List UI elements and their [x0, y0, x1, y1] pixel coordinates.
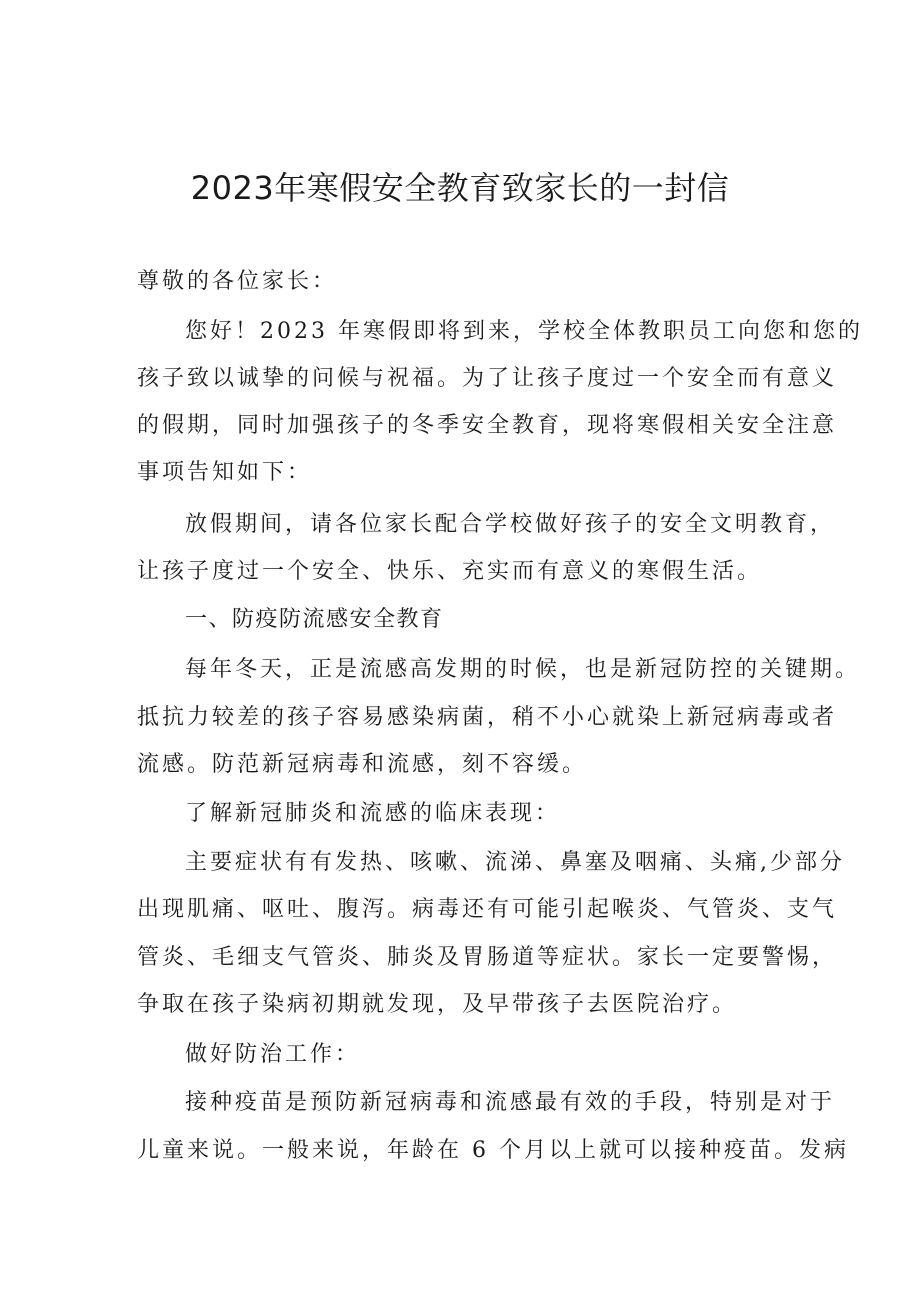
paragraph-line: 的假期，同时加强孩子的冬季安全教育，现将寒假相关安全注意 — [137, 413, 838, 438]
paragraph-line: 让孩子度过一个安全、快乐、充实而有意义的寒假生活。 — [137, 559, 763, 584]
paragraph-line: 做好防治工作： — [185, 1042, 361, 1067]
paragraph-line: 放假期间，请各位家长配合学校做好孩子的安全文明教育， — [185, 512, 836, 537]
paragraph-line: 接种疫苗是预防新冠病毒和流感最有效的手段，特别是对于 — [185, 1090, 836, 1115]
salutation: 尊敬的各位家长： — [137, 269, 338, 294]
paragraph-line: 争取在孩子染病初期就发现，及早带孩子去医院治疗。 — [137, 992, 738, 1017]
paragraph-line: 孩子致以诚挚的问候与祝福。为了让孩子度过一个安全而有意义 — [137, 366, 838, 391]
page-title: 2023年寒假安全教育致家长的一封信 — [190, 169, 730, 207]
paragraph-line: 事项告知如下： — [137, 460, 313, 485]
paragraph-line: 儿童来说。一般来说，年龄在 6 个月以上就可以接种疫苗。发病 — [137, 1138, 849, 1163]
section-heading: 一、防疫防流感安全教育 — [185, 607, 444, 632]
paragraph-line: 抵抗力较差的孩子容易感染病菌，稍不小心就染上新冠病毒或者 — [137, 705, 838, 730]
paragraph-line: 每年冬天，正是流感高发期的时候，也是新冠防控的关键期。 — [185, 657, 861, 682]
paragraph-line: 管炎、毛细支气管炎、肺炎及胃肠道等症状。家长一定要警惕， — [137, 945, 838, 970]
paragraph-line: 了解新冠肺炎和流感的临床表现： — [185, 801, 561, 826]
paragraph-line: 出现肌痛、呕吐、腹泻。病毒还有可能引起喉炎、气管炎、支气 — [137, 897, 838, 922]
paragraph-line: 主要症状有有发热、咳嗽、流涕、鼻塞及咽痛、头痛,少部分 — [185, 850, 845, 875]
paragraph-line: 您好！2023 年寒假即将到来，学校全体教职员工向您和您的 — [185, 319, 863, 344]
paragraph-line: 流感。防范新冠病毒和流感，刻不容缓。 — [137, 752, 588, 777]
